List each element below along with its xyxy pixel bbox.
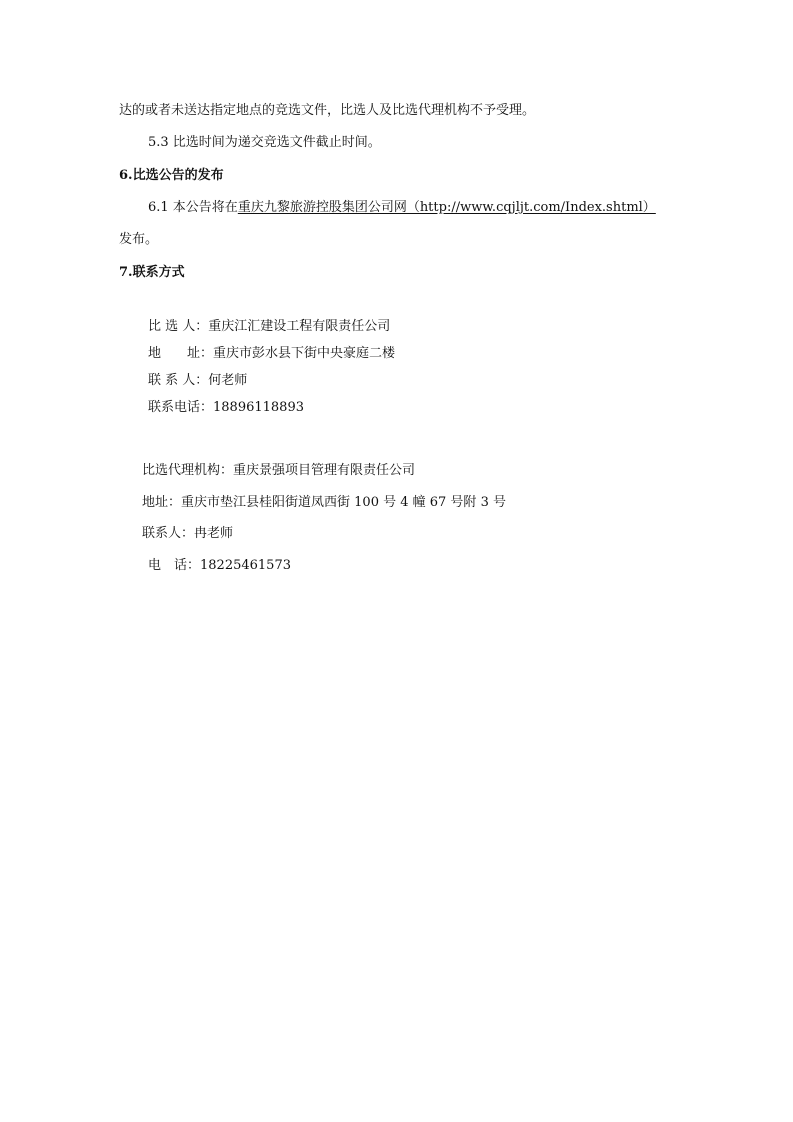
selector-contact-label: 联 系 人： — [148, 373, 209, 388]
agency-contact-label: 联系人： — [142, 526, 195, 541]
agency-address: 重庆市垫江县桂阳街道凤西街 100 号 4 幢 67 号附 3 号 — [181, 495, 506, 510]
selector-address: 重庆市彭水县下街中央豪庭二楼 — [213, 346, 396, 361]
agency-phone-label: 电 话： — [148, 558, 201, 573]
selector-address-label: 地 址： — [148, 346, 214, 361]
selector-phone-label: 联系电话： — [148, 400, 214, 415]
paragraph-5-3 — [148, 134, 381, 152]
agency-address-row — [142, 494, 506, 512]
paragraph-6-1-suffix: 发布。 — [119, 232, 159, 247]
agency-name-row — [142, 462, 415, 480]
paragraph-text: 达的或者未送达指定地点的竞选文件，比选人及比选代理机构不予受理。 — [119, 103, 536, 118]
section-heading-6: 6.比选公告的发布 — [119, 168, 224, 183]
agency-address-label: 地址： — [142, 495, 182, 510]
agency-contact: 冉老师 — [194, 526, 234, 541]
selector-name-row — [148, 318, 390, 336]
selector-address-row — [148, 345, 395, 363]
selector-contact: 何老师 — [208, 373, 248, 388]
selector-contact-row — [148, 372, 247, 390]
paragraph-continuation — [119, 102, 535, 120]
agency-name: 重庆景强项目管理有限责任公司 — [233, 463, 416, 478]
selector-name: 重庆江汇建设工程有限责任公司 — [208, 319, 391, 334]
section-heading-7: 7.联系方式 — [119, 265, 185, 280]
selector-phone-row — [148, 399, 304, 417]
paragraph-text: 5.3 比选时间为递交竞选文件截止时间。 — [148, 135, 381, 150]
agency-phone: 18225461573 — [200, 558, 291, 573]
selector-phone: 18896118893 — [213, 400, 304, 415]
paragraph-6-1 — [148, 199, 656, 217]
website-link[interactable]: 重庆九黎旅游控股集团公司网（http://www.cqjljt.com/Index.shtml） — [237, 200, 656, 215]
agency-phone-row — [148, 557, 291, 575]
selector-name-label: 比 选 人： — [148, 319, 209, 334]
agency-name-label: 比选代理机构： — [142, 463, 234, 478]
agency-contact-row — [142, 525, 233, 543]
paragraph-prefix: 6.1 本公告将在 — [148, 200, 238, 215]
